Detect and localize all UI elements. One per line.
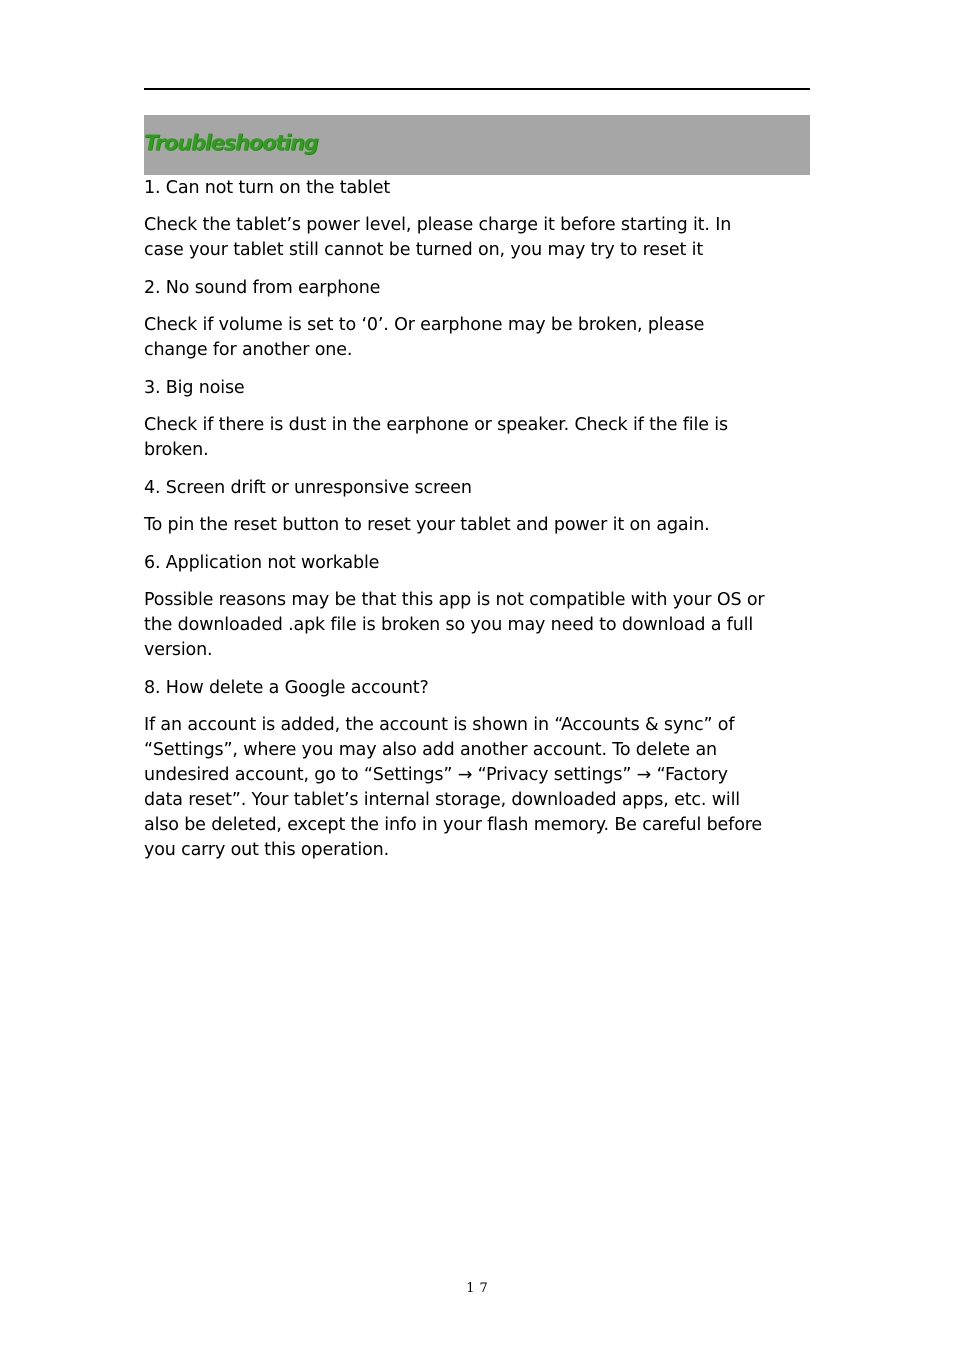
answer-line: version. [144,640,213,660]
answer-line: Check if volume is set to ‘0’. Or earphone may be broken, please [144,315,705,335]
answer-line: Possible reasons may be that this app is not compatible with your OS or [144,590,765,610]
page-number: 17 [466,1281,493,1296]
answer-paragraph [144,713,814,863]
question-heading: 8. How delete a Google account? [144,678,429,698]
question-heading: 4. Screen drift or unresponsive screen [144,478,472,498]
answer-line: data reset”. Your tablet’s internal storage, downloaded apps, etc. will [144,790,741,810]
question-heading: 6. Application not workable [144,553,380,573]
answer-paragraph [144,313,814,363]
answer-paragraph [144,513,814,538]
section-banner [144,115,810,175]
answer-line: Check the tablet’s power level, please charge it before starting it. In [144,215,732,235]
troubleshooting-list [144,176,814,863]
answer-paragraph [144,213,814,263]
answer-paragraph [144,588,814,663]
answer-line: broken. [144,440,209,460]
answer-line: If an account is added, the account is shown in “Accounts & sync” of [144,715,735,735]
answer-line: “Settings”, where you may also add another account. To delete an [144,740,717,760]
answer-line: also be deleted, except the info in your flash memory. Be careful before [144,815,763,835]
answer-line: the downloaded .apk file is broken so you may need to download a full [144,615,754,635]
section-title: Troubleshooting [144,131,318,155]
answer-line: To pin the reset button to reset your tablet and power it on again. [144,515,710,535]
question-heading: 2. No sound from earphone [144,278,381,298]
header-divider [144,88,810,90]
answer-line: change for another one. [144,340,353,360]
answer-paragraph [144,413,814,463]
answer-line: Check if there is dust in the earphone or speaker. Check if the file is [144,415,728,435]
answer-line: undesired account, go to “Settings” → “Privacy settings” → “Factory [144,765,728,785]
answer-line: case your tablet still cannot be turned on, you may try to reset it [144,240,704,260]
question-heading: 3. Big noise [144,378,245,398]
question-heading: 1. Can not turn on the tablet [144,178,391,198]
answer-line: you carry out this operation. [144,840,390,860]
